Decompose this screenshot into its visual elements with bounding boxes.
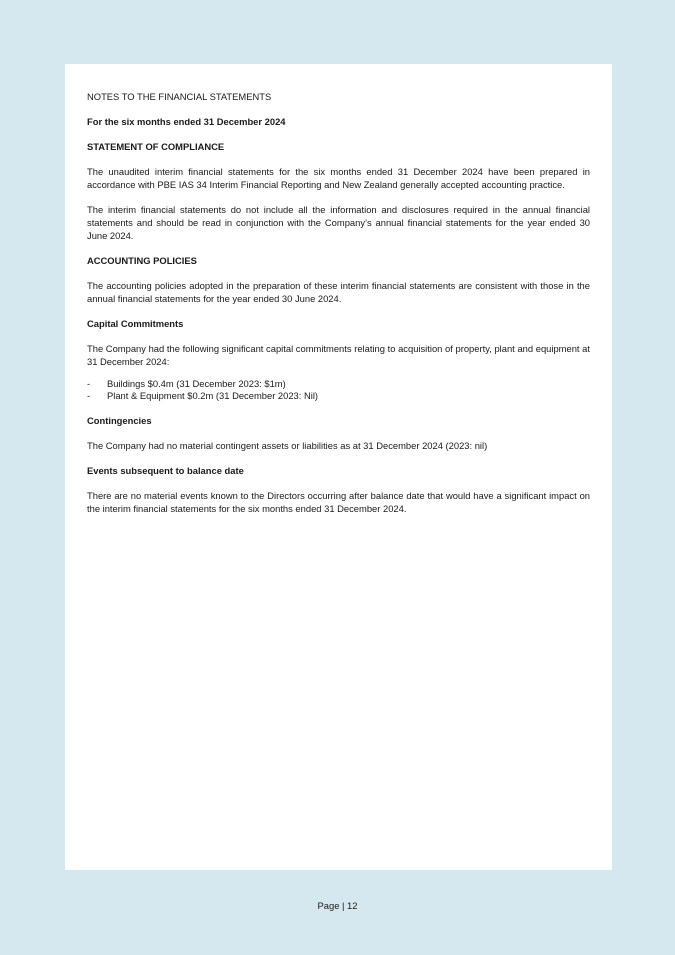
policies-paragraph: The accounting policies adopted in the preparation of these interim financial statements are consistent with those in the annual financial statements for the year ended 30 June 2024.: [87, 280, 590, 304]
capital-commitments-paragraph: The Company had the following significant capital commitments relating to acquisition of property, plant and equipment at 31 December 2024:: [87, 343, 590, 367]
compliance-paragraph-1: The unaudited interim financial statements for the six months ended 31 December 2024 have been prepared in accordance with PBE IAS 34 Interim Financial Reporting and New Zealand generally accepted accounting practice.: [87, 166, 590, 190]
list-item: [87, 378, 590, 390]
capital-commitments-heading: Capital Commitments: [87, 318, 184, 329]
list-dash: -: [87, 378, 91, 389]
compliance-paragraph-2: The interim financial statements do not include all the information and disclosures required in the annual financial statements and should be read in conjunction with the Company’s annual financial statements for the year ended 30 June 2024.: [87, 204, 590, 241]
document-page: [65, 64, 612, 870]
contingencies-paragraph: The Company had no material contingent assets or liabilities as at 31 December 2024 (2023: nil): [87, 440, 488, 451]
events-paragraph: There are no material events known to the Directors occurring after balance date that would have a significant impact on the interim financial statements for the six months ended 31 December 2024.: [87, 490, 590, 514]
compliance-heading: STATEMENT OF COMPLIANCE: [87, 141, 225, 152]
list-item-text: Buildings $0.4m (31 December 2023: $1m): [107, 378, 286, 389]
list-item-text: Plant & Equipment $0.2m (31 December 2023: Nil): [107, 390, 319, 401]
capital-commitments-list: [87, 378, 590, 402]
period-heading: For the six months ended 31 December 2024: [87, 116, 286, 127]
policies-heading: ACCOUNTING POLICIES: [87, 255, 197, 266]
document-title: NOTES TO THE FINANCIAL STATEMENTS: [87, 91, 272, 102]
page-number: Page | 12: [317, 900, 358, 911]
events-heading: Events subsequent to balance date: [87, 465, 244, 476]
contingencies-heading: Contingencies: [87, 415, 152, 426]
list-item: [87, 390, 590, 402]
list-dash: -: [87, 390, 91, 401]
